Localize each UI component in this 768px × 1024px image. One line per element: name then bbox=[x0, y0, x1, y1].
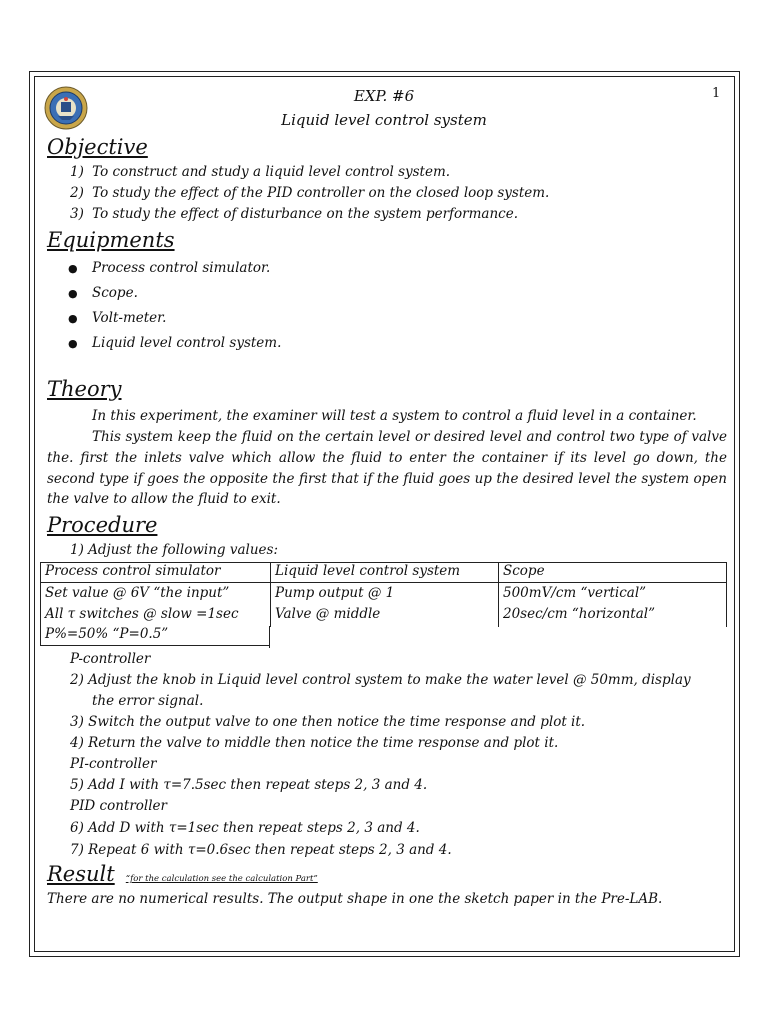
table-cell bbox=[41, 583, 271, 646]
item-number: 1) bbox=[70, 164, 84, 180]
procedure-step-2: 2) Adjust the knob in Liquid level control system to make the water level @ 50mm, display bbox=[70, 672, 691, 688]
cell-line: 500mV/cm “vertical” bbox=[503, 585, 647, 601]
procedure-step-2-cont: the error signal. bbox=[92, 693, 204, 709]
pi-controller-label: PI-controller bbox=[70, 756, 157, 772]
bullet-icon: ● bbox=[68, 337, 78, 350]
cell-line: P%=50% “P=0.5” bbox=[45, 626, 169, 642]
equipment-item: Scope. bbox=[92, 285, 138, 301]
procedure-step-7: 7) Repeat 6 with τ=0.6sec then repeat steps 2, 3 and 4. bbox=[70, 842, 452, 858]
bullet-icon: ● bbox=[68, 287, 78, 300]
cell-line: 20sec/cm “horizontal” bbox=[503, 605, 655, 622]
experiment-number: EXP. #6 bbox=[353, 87, 415, 105]
procedure-step-6: 6) Add D with τ=1sec then repeat steps 2, 3 and 4. bbox=[70, 820, 420, 836]
table-header-cell: Liquid level control system bbox=[271, 563, 499, 583]
result-text: There are no numerical results. The output shape in one the sketch paper in the Pre-LAB. bbox=[47, 891, 663, 907]
objective-item-3 bbox=[70, 206, 518, 222]
document-title: Liquid level control system bbox=[281, 111, 487, 129]
result-heading: Result bbox=[47, 862, 115, 886]
procedure-step-1: 1) Adjust the following values: bbox=[70, 542, 279, 558]
procedure-step-4: 4) Return the valve to middle then notice the time response and plot it. bbox=[70, 735, 559, 751]
equipment-item: Volt-meter. bbox=[92, 310, 167, 326]
cell-line: Set value @ 6V “the input” bbox=[45, 585, 230, 601]
table-header-cell: Scope bbox=[499, 563, 727, 583]
result-note: “for the calculation see the calculation Part” bbox=[125, 874, 318, 884]
item-number: 2) bbox=[70, 185, 84, 201]
objective-item-1 bbox=[70, 164, 450, 180]
item-text: To study the effect of disturbance on the system performance. bbox=[92, 206, 519, 222]
item-number: 3) bbox=[70, 206, 84, 222]
cell-line: All τ switches @ slow =1sec bbox=[45, 605, 239, 622]
procedure-step-3: 3) Switch the output valve to one then notice the time response and plot it. bbox=[70, 714, 586, 730]
equipment-item: Process control simulator. bbox=[92, 260, 271, 276]
item-text: To study the effect of the PID controller on the closed loop system. bbox=[92, 185, 550, 201]
table-header-cell: Process control simulator bbox=[41, 563, 271, 583]
table-header-row bbox=[41, 563, 727, 583]
theory-heading: Theory bbox=[47, 377, 122, 401]
cell-line: Valve @ middle bbox=[275, 605, 381, 622]
procedure-step-5: 5) Add I with τ=7.5sec then repeat steps 2, 3 and 4. bbox=[70, 777, 428, 793]
objective-item-2 bbox=[70, 185, 549, 201]
equipment-item: Liquid level control system. bbox=[92, 335, 282, 351]
pid-controller-label: PID controller bbox=[70, 798, 167, 814]
item-text: To construct and study a liquid level control system. bbox=[92, 164, 451, 180]
equipments-heading: Equipments bbox=[47, 228, 175, 252]
result-heading-row bbox=[47, 862, 318, 886]
theory-paragraph-1: In this experiment, the examiner will test a system to control a fluid level in a container. bbox=[92, 408, 697, 424]
objective-heading: Objective bbox=[47, 135, 148, 159]
bullet-icon: ● bbox=[68, 262, 78, 275]
p-controller-label: P-controller bbox=[70, 651, 151, 667]
procedure-heading: Procedure bbox=[47, 513, 158, 537]
table-mask bbox=[270, 627, 732, 651]
bullet-icon: ● bbox=[68, 312, 78, 325]
page-number: 1 bbox=[712, 86, 721, 101]
cell-line: Pump output @ 1 bbox=[275, 585, 395, 601]
table-divider bbox=[269, 626, 270, 648]
theory-paragraph-2: This system keep the fluid on the certain level or desired level and control two type of valve the. first the inlets valve which allow the fluid to enter the container if its level go down, the second type if goes the opposite the first that if the fluid goes up the desired level the system open the valve to allow the fluid to exit. bbox=[47, 429, 727, 508]
